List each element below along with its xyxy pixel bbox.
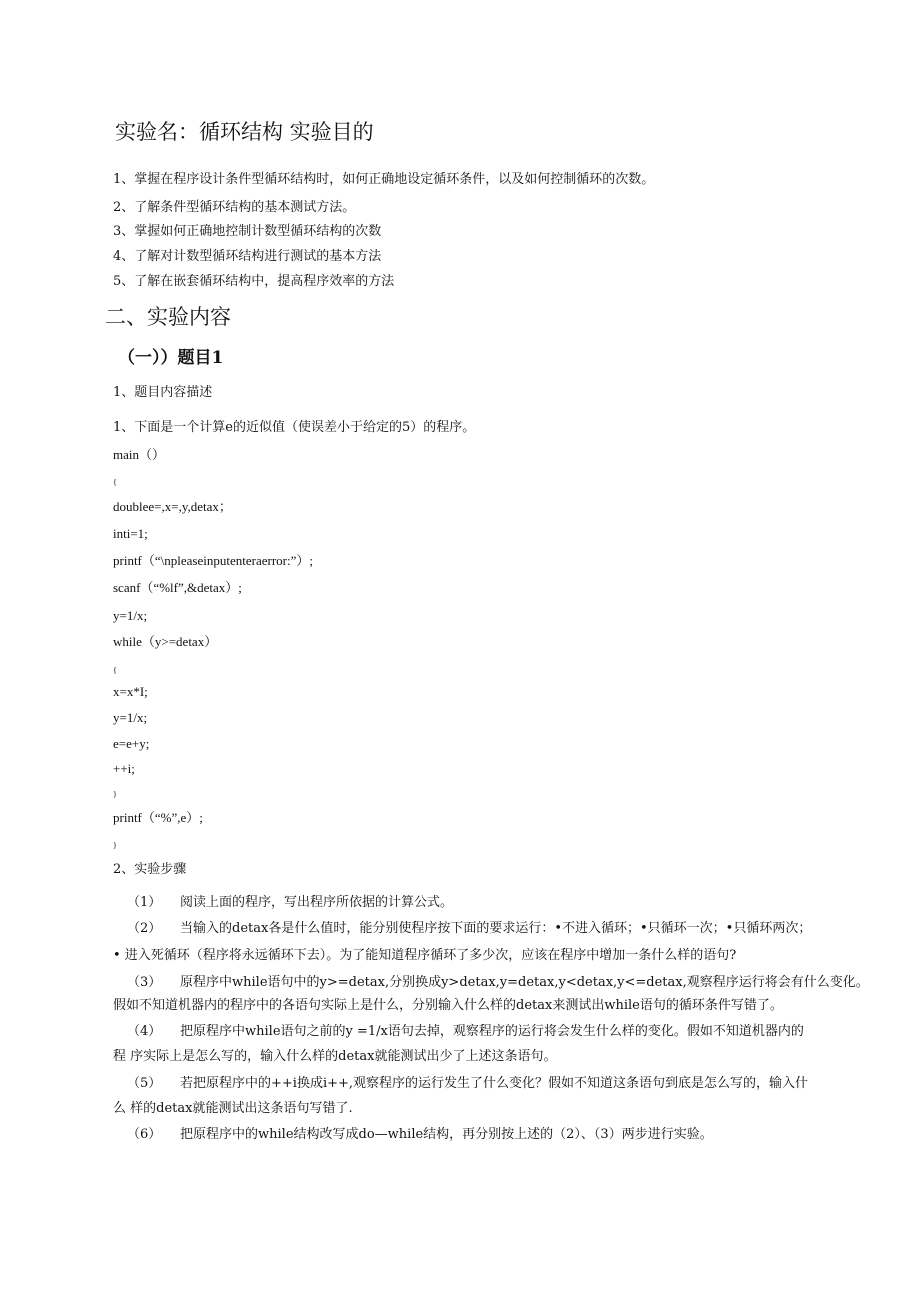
code-line: y=1/x;	[113, 710, 148, 725]
description-heading: 1、题目内容描述	[113, 385, 213, 400]
step-number: （1）	[127, 895, 162, 910]
code-line: while（y>=detax）	[113, 634, 218, 649]
step-text: 原程序中while语句中的y>=detax,分别换成y>detax,y=detax,y<detax,y<=detax,观察程序运行将会有什么变化。	[180, 975, 869, 990]
step-number: （5）	[127, 1076, 162, 1091]
step-text: 当输入的detax各是什么值时，能分别使程序按下面的要求运行：•不进入循环；•只循环一次；•只循环两次；	[180, 921, 812, 936]
step-text: 把原程序中的while结构改写成do—while结构，再分别按上述的（2）、（3）两步进行实验。	[180, 1127, 713, 1142]
code-line: scanf（“%lf”,&detax）;	[113, 580, 242, 595]
code-line: }	[113, 841, 117, 850]
code-line: }	[113, 790, 117, 799]
description-text: 1、下面是一个计算e的近似值（使误差小于给定的5）的程序。	[113, 420, 476, 435]
step-number: （6）	[127, 1127, 162, 1142]
step-text-continued: 程 序实际上是怎么写的，输入什么样的detax就能测试出少了上述这条语句。	[113, 1049, 557, 1064]
step-number: （4）	[127, 1024, 162, 1039]
code-line: doublee=,x=,y,detax；	[113, 499, 232, 514]
code-line: main（）	[113, 447, 165, 462]
step-text-continued: 假如不知道机器内的程序中的各语句实际上是什么，分别输入什么样的detax来测试出while语句的循环条件写错了。	[113, 998, 783, 1013]
objective-item: 1、掌握在程序设计条件型循环结构时，如何正确地设定循环条件，以及如何控制循环的次数。	[113, 172, 655, 187]
code-line: ++i;	[113, 761, 135, 776]
steps-heading: 2、实验步骤	[113, 862, 187, 877]
code-line: printf（“%”,e）;	[113, 810, 203, 825]
step-text: 把原程序中while语句之前的y =1/x语句去掉，观察程序的运行将会发生什么样的变化。假如不知道机器内的	[180, 1024, 804, 1039]
code-line: {	[113, 666, 117, 675]
objective-item: 4、了解对计数型循环结构进行测试的基本方法	[113, 249, 382, 264]
section-heading: 二、实验内容	[105, 305, 231, 329]
code-line: printf（“\npleaseinputenteraerror:”）;	[113, 553, 313, 568]
subsection-heading: （一））题目1	[118, 348, 224, 368]
objective-item: 2、了解条件型循环结构的基本测试方法。	[113, 200, 356, 215]
code-line: inti=1;	[113, 526, 148, 541]
code-line: {	[113, 478, 117, 487]
step-text: 若把原程序中的++i换成i++,观察程序的运行发生了什么变化？假如不知道这条语句到底是怎么写的，输入什	[180, 1076, 809, 1091]
step-text-continued: 么 样的detax就能测试出这条语句写错了.	[113, 1101, 353, 1116]
step-text: 阅读上面的程序，写出程序所依据的计算公式。	[180, 895, 454, 910]
objective-item: 5、了解在嵌套循环结构中，提高程序效率的方法	[113, 274, 395, 289]
step-number: （3）	[127, 975, 162, 990]
code-line: y=1/x;	[113, 608, 148, 623]
code-line: e=e+y;	[113, 736, 150, 751]
step-text-continued: • 进入死循环（程序将永远循环下去）。为了能知道程序循环了多少次，应该在程序中增加一条什么样的语句?	[113, 948, 737, 963]
objective-item: 3、掌握如何正确地控制计数型循环结构的次数	[113, 224, 382, 239]
step-number: （2）	[127, 921, 162, 936]
code-line: x=x*I;	[113, 684, 148, 699]
document-title: 实验名：循环结构 实验目的	[115, 120, 374, 144]
